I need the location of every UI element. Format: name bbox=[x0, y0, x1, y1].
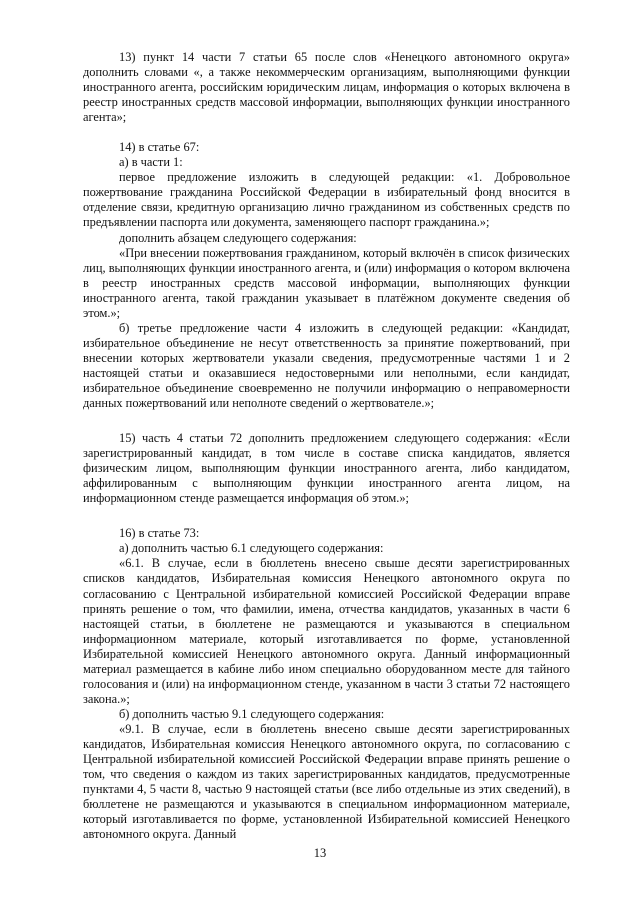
item-16b-heading: б) дополнить частью 9.1 следующего содержания: bbox=[119, 706, 385, 721]
item-16a-part-6-1: «6.1. В случае, если в бюллетень внесено свыше десяти зарегистрированных списков кандидатов, Избирательная комиссия Ненецкого автономного округа по согласованию с Центральной избирательной комиссией Российской Федерации вправе принять решение о том, что фамилии, имена, отчества кандидатов, указанных в части 6 настоящей статьи, в бюллетене не размещаются и указываются в специальном информационном материале, который изготавливается по форме, установленной Избирательной комиссией Ненецкого автономного округа. Данный информационный материал размещается в кабине либо ином специально оборудованном месте для тайного голосования и (или) на информационном стенде, указанном в части 3 статьи 72 настоящего закона.»; bbox=[83, 556, 570, 706]
page-number: 13 bbox=[313, 846, 327, 860]
item-13-paragraph: 13) пункт 14 части 7 статьи 65 после слов «Ненецкого автономного округа» дополнить словами «, а также некоммерческим организациям, выполняющими функции иностранного агента, российским юридическим лицам, информация о которых включена в реестр иностранных средств массовой информации, выполняющих функции иностранного агента»; bbox=[83, 50, 570, 125]
item-16b-part-9-1: «9.1. В случае, если в бюллетень внесено свыше десяти зарегистрированных кандидатов, Избирательная комиссия Ненецкого автономного округа, по согласованию с Центральной избирательной комиссией Российской Федерации вправе принять решение о том, что сведения о каждом из таких зарегистрированных кандидатов, предусмотренные пунктами 4, 5 части 8, частью 9 настоящей статьи (все либо отдельные из этих сведений), в бюллетене не размещаются и указываются в специальном информационном материале, который изготавливается по форме, установленной Избирательной комиссией Ненецкого автономного округа. Данный bbox=[83, 721, 570, 842]
item-14a-add-paragraph: дополнить абзацем следующего содержания: bbox=[119, 230, 357, 245]
item-14-heading: 14) в статье 67: bbox=[119, 140, 200, 155]
item-14b-paragraph: б) третье предложение части 4 изложить в следующей редакции: «Кандидат, избирательное объединение не несут ответственность за принятие пожертвований, при внесении которых жертвователи указали сведения, предусмотренные частями 1 и 2 настоящей статьи и оказавшиеся недостоверными или неполными, если кандидат, избирательное объединение своевременно не получили информацию о неправомерности данных пожертвований или неполноте сведений о жертвователе.»; bbox=[83, 320, 570, 411]
item-14a-first-sentence: первое предложение изложить в следующей редакции: «1. Добровольное пожертвование гражданина Российской Федерации в избирательный фонд вносится в отделение связи, кредитную организацию лично гражданином из собственных средств по предъявлении паспорта или документа, заменяющего паспорт гражданина.»; bbox=[83, 170, 570, 230]
item-16-heading: 16) в статье 73: bbox=[119, 526, 200, 541]
item-14a-new-paragraph: «При внесении пожертвования гражданином, который включён в список физических лиц, выполняющих функции иностранного агента, и (или) информация о котором включена в реестр иностранных средств массовой информации, выполняющих функции иностранного агента, такой гражданин указывает в платёжном документе сведения об этом.»; bbox=[83, 245, 570, 320]
item-15-paragraph: 15) часть 4 статьи 72 дополнить предложением следующего содержания: «Если зарегистрированный кандидат, в том числе в составе списка кандидатов, является физическим лицом, выполняющим функции иностранного агента, либо кандидатом, аффилированным с выполняющим функции иностранного агента лицом, на информационном стенде размещается информация об этом.»; bbox=[83, 431, 570, 506]
document-body bbox=[83, 50, 570, 842]
item-16a-heading: а) дополнить частью 6.1 следующего содержания: bbox=[119, 541, 384, 556]
item-14a-heading: а) в части 1: bbox=[119, 155, 183, 170]
